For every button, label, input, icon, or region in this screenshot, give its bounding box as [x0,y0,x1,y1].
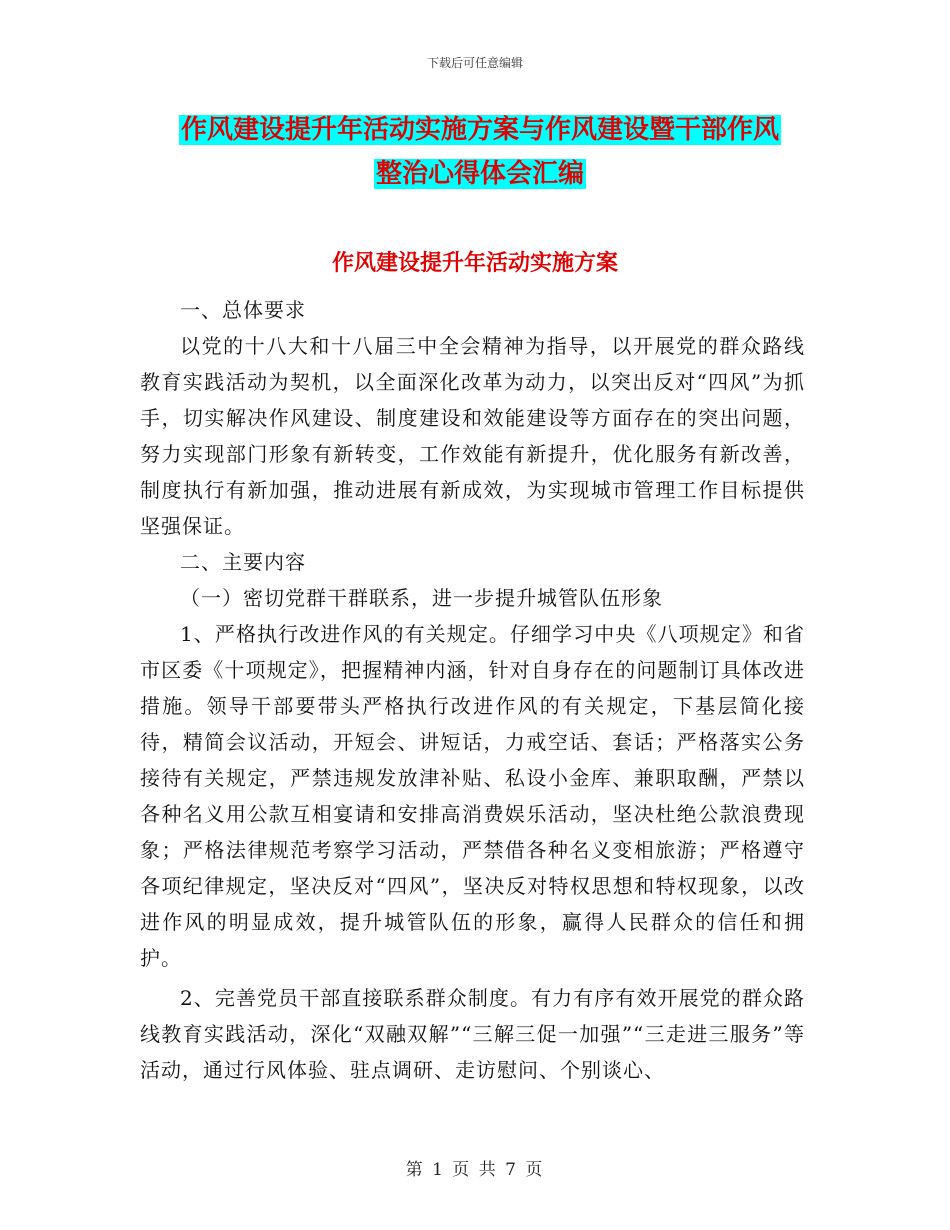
paragraph-item-1: 1、严格执行改进作风的有关规定。仔细学习中央《八项规定》和省市区委《十项规定》，把握精神内涵，针对自身存在的问题制订具体改进措施。领导干部要带头严格执行改进作风的有关规定，下基层简化接待，精简会议活动，开短会、讲短话，力戒空话、套话；严格落实公务接待有关规定，严禁违规发放津补贴、私设小金库、兼职取酬，严禁以各种名义用公款互相宴请和安排高消费娱乐活动，坚决杜绝公款浪费现象；严格法律规范考察学习活动，严禁借各种名义变相旅游；严格遵守各项纪律规定，坚决反对“四风”，坚决反对特权思想和特权现象，以改进作风的明显成效，提升城管队伍的形象，赢得人民群众的信任和拥护。 [140,622,805,970]
section-title: 作风建设提升年活动实施方案 [331,251,618,276]
heading-main-content: 二、主要内容 [180,550,306,574]
page-number: 第 1 页 共 7 页 [405,1160,545,1180]
subheading-party-mass-relations: （一）密切党群干群联系，进一步提升城管队伍形象 [180,586,663,610]
document-title-line2: 整治心得体会汇编 [375,159,584,189]
page-header-note: 下载后可任意编辑 [426,56,523,70]
paragraph-general-requirements: 以党的十八大和十八届三中全会精神为指导，以开展党的群众路线教育实践活动为契机，以全面深化改革为动力，以突出反对“四风”为抓手，切实解决作风建设、制度建设和效能建设等方面存在的突出问题，努力实现部门形象有新转变，工作效能有新提升，优化服务有新改善，制度执行有新加强，推动进展有新成效，为实现城市管理工作目标提供坚强保证。 [140,334,805,538]
document-title-line1: 作风建设提升年活动实施方案与作风建设暨干部作风 [180,115,779,145]
heading-general-requirements: 一、总体要求 [180,298,306,322]
document-title [140,108,820,196]
paragraph-item-2: 2、完善党员干部直接联系群众制度。有力有序有效开展党的群众路线教育实践活动，深化“双融双解”“三解三促一加强”“三走进三服务”等活动，通过行风体验、驻点调研、走访慰问、个别谈心、 [140,986,805,1082]
body-text [140,292,805,1088]
